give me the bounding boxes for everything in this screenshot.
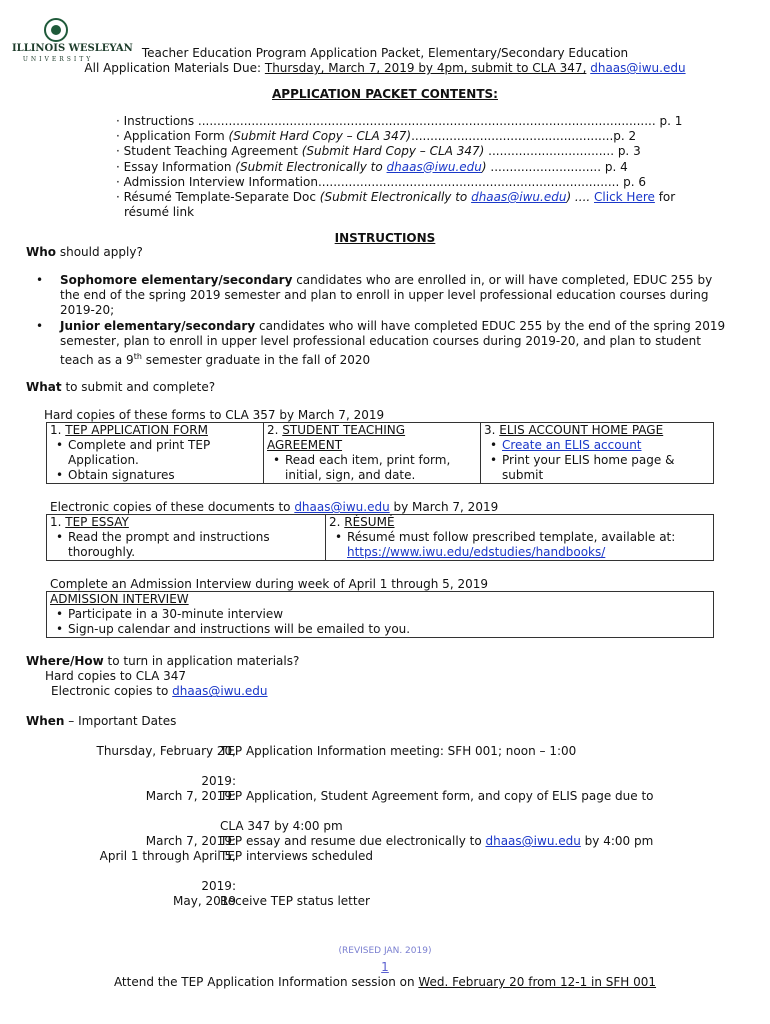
instructions-title: INSTRUCTIONS — [334, 231, 436, 245]
when-heading: When – Important Dates — [26, 714, 177, 728]
who-list — [26, 273, 726, 368]
contents-title: APPLICATION PACKET CONTENTS: — [272, 87, 498, 101]
interview-cell: ADMISSION INTERVIEW • Participate in a 30-minute interview • Sign-up calendar and instructions will be emailed to you. — [47, 592, 714, 638]
logo-name: ILLINOIS WESLEYAN — [12, 43, 133, 54]
where-email-link[interactable]: dhaas@iwu.edu — [172, 684, 268, 699]
hard-copies-table — [46, 422, 714, 484]
elis-account-cell: 3. ELIS ACCOUNT HOME PAGE • Create an ELIS account • Print your ELIS home page & submit — [481, 423, 714, 484]
interview-table — [46, 591, 714, 638]
toc-item[interactable]: · Essay Information (Submit Electronically to dhaas@iwu.edu) ............................. p. 4 — [116, 159, 628, 174]
student-teaching-cell: 2. STUDENT TEACHING AGREEMENT • Read each item, print form, initial, sign, and date. — [264, 423, 481, 484]
electronic-copies-table — [46, 514, 714, 561]
dates-email-link[interactable]: dhaas@iwu.edu — [485, 834, 581, 848]
toc-resume-email-link[interactable]: dhaas@iwu.edu — [471, 190, 567, 205]
where-section: Where/How to turn in application materials? Hard copies to CLA 347 Electronic copies to dhaas@iwu.edu — [26, 654, 300, 699]
toc-item[interactable]: · Résumé Template-Separate Doc (Submit Electronically to dhaas@iwu.edu) .... Click Here for — [116, 190, 676, 205]
due-date: Thursday, March 7, 2019 by 4pm, submit to CLA 347, — [264, 61, 587, 75]
electronic-email-link[interactable]: dhaas@iwu.edu — [294, 500, 390, 514]
hard-copies-caption: Hard copies of these forms to CLA 357 by March 7, 2019 — [44, 408, 385, 422]
list-item: • Junior elementary/secondary candidates who will have completed EDUC 255 by the end of the spring 2019 semester, plan to enroll in upper level professional education courses during 2019-20, and plan to student teach as a 9th semester graduate in the fall of 2020 — [26, 319, 726, 369]
toc-email-link[interactable]: dhaas@iwu.edu — [386, 159, 482, 174]
header-line-1: Teacher Education Program Application Packet, Elementary/Secondary Education — [141, 46, 629, 60]
resume-cell: 2. RÉSUMÉ • Résumé must follow prescribed template, available at: https://www.iwu.edu/edstudies/handbooks/ — [326, 515, 714, 561]
tep-application-cell: 1. TEP APPLICATION FORM • Complete and print TEP Application. • Obtain signatures — [47, 423, 264, 484]
toc-item[interactable]: · Application Form (Submit Hard Copy – CLA 347).....................................................p. 2 — [116, 129, 637, 144]
attend-note: Attend the TEP Application Information session on Wed. February 20 from 12-1 in SFH 001 — [113, 975, 657, 989]
page-number: 1 — [381, 960, 389, 974]
table-of-contents — [116, 114, 726, 220]
revised-note: (REVISED JAN. 2019) — [338, 946, 432, 956]
click-here-link[interactable]: Click Here — [594, 190, 655, 205]
toc-item[interactable]: · Instructions ........................................................................................................................ p. 1 — [116, 114, 683, 128]
university-seal-icon — [44, 18, 68, 42]
header-line-2: All Application Materials Due: Thursday, March 7, 2019 by 4pm, submit to CLA 347, dhaas@iwu.edu — [84, 61, 686, 75]
handbooks-link[interactable]: https://www.iwu.edu/edstudies/handbooks/ — [347, 545, 606, 559]
list-item: • Sophomore elementary/secondary candidates who are enrolled in, or will have completed, EDUC 255 by the end of the spring 2019 semester and plan to enroll in upper level professional education courses during 2019-20; — [26, 273, 726, 319]
create-elis-link[interactable]: Create an ELIS account — [502, 438, 642, 452]
interview-caption: Complete an Admission Interview during week of April 1 through 5, 2019 — [50, 577, 488, 591]
toc-item-cont: résumé link — [124, 205, 195, 220]
header-email-link[interactable]: dhaas@iwu.edu — [590, 61, 686, 75]
electronic-caption: Electronic copies of these documents to dhaas@iwu.edu by March 7, 2019 — [50, 500, 499, 514]
what-heading: What to submit and complete? — [26, 380, 216, 394]
toc-item[interactable]: · Student Teaching Agreement (Submit Hard Copy – CLA 347) ................................. p. 3 — [116, 144, 641, 159]
tep-essay-cell: 1. TEP ESSAY • Read the prompt and instructions thoroughly. — [47, 515, 326, 561]
logo-subtitle: UNIVERSITY — [22, 56, 94, 63]
who-heading: Who should apply? — [26, 245, 143, 259]
toc-item[interactable]: · Admission Interview Information............................................................................... p. 6 — [116, 174, 646, 189]
